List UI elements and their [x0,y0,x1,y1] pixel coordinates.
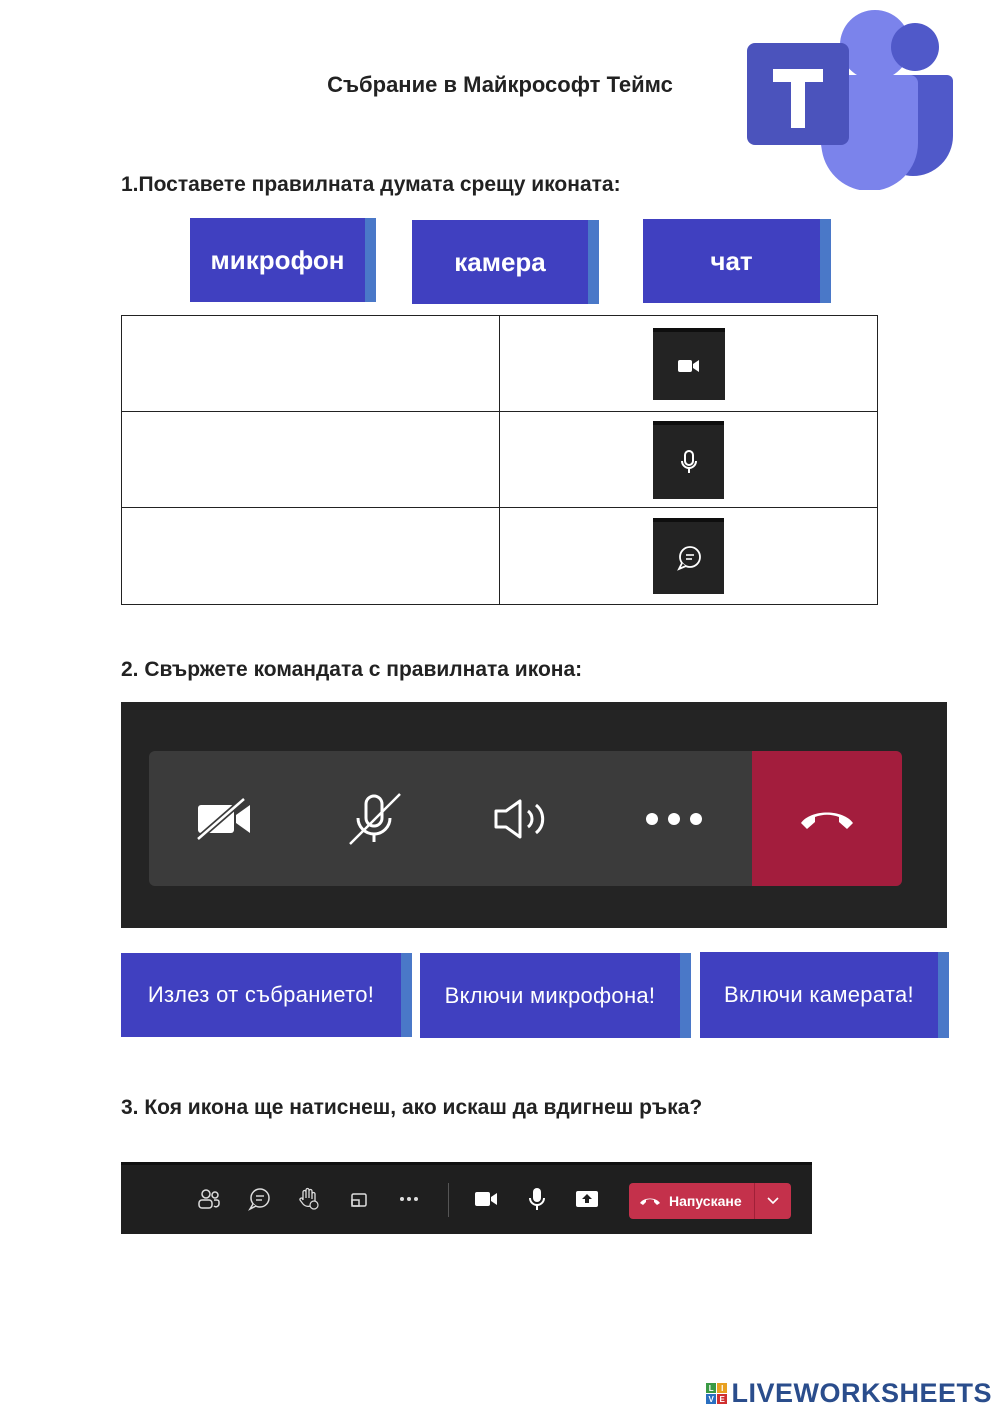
word-tile-camera[interactable]: камера [412,220,599,304]
share-button[interactable] [573,1185,601,1213]
toolbar-divider [448,1183,449,1217]
chat-icon [247,1187,271,1211]
leave-options-dropdown[interactable] [754,1183,791,1219]
brand-mark: L I V E [706,1383,727,1404]
chevron-down-icon [767,1197,779,1205]
more-icon [399,1196,419,1202]
participants-button[interactable] [195,1185,223,1213]
word-tile-chat[interactable]: чат [643,219,831,303]
answer-table [121,315,878,605]
video-camera-icon [474,1190,498,1208]
chat-button[interactable] [245,1185,273,1213]
raise-hand-icon [297,1187,321,1211]
brand-name: LIVEWORKSHEETS [731,1378,992,1408]
chat-icon [653,518,724,594]
more-options-button-small[interactable] [395,1185,423,1213]
camera-off-icon [194,797,254,841]
leave-button[interactable] [629,1183,791,1219]
command-turn-on-camera[interactable]: Включи камерата! [700,952,949,1038]
camera-button[interactable] [472,1185,500,1213]
question-3: 3. Коя икона ще натиснеш, ако искаш да вдигнеш ръка? [121,1096,703,1119]
hang-up-icon [797,807,857,831]
share-icon [575,1189,599,1209]
drop-cell-2[interactable] [122,412,500,508]
meeting-toolbar-large [121,702,947,928]
meeting-toolbar-small [121,1162,812,1234]
raise-hand-button[interactable] [295,1185,323,1213]
question-1: 1.Поставете правилната думата срещу иконата: [121,173,621,196]
speaker-button[interactable] [449,751,599,886]
speaker-icon [492,797,556,841]
microphone-icon [529,1187,545,1211]
people-icon [197,1188,221,1210]
video-camera-icon [653,328,725,400]
hang-up-icon [639,1196,661,1206]
hang-up-button[interactable] [752,751,902,886]
view-button[interactable] [345,1185,373,1213]
page-title: Събрание в Майкрософт Теймс [327,72,673,97]
question-2: 2. Свържете командата с правилната икона: [121,658,583,681]
mic-off-icon [344,792,404,846]
command-turn-on-mic[interactable]: Включи микрофона! [420,953,691,1038]
microphone-button[interactable] [523,1185,551,1213]
drop-cell-1[interactable] [122,316,500,412]
mic-off-button[interactable] [299,751,449,886]
drop-cell-3[interactable] [122,508,500,605]
camera-off-button[interactable] [149,751,299,886]
view-icon [349,1189,369,1209]
teams-logo [745,5,955,190]
leave-label: Напускане [669,1193,742,1209]
command-leave-meeting[interactable]: Излез от събранието! [121,953,412,1037]
more-icon [644,811,704,827]
more-options-button[interactable] [599,751,749,886]
liveworksheets-logo [706,1378,992,1409]
microphone-icon [653,421,724,499]
word-tile-microphone[interactable]: микрофон [190,218,376,302]
